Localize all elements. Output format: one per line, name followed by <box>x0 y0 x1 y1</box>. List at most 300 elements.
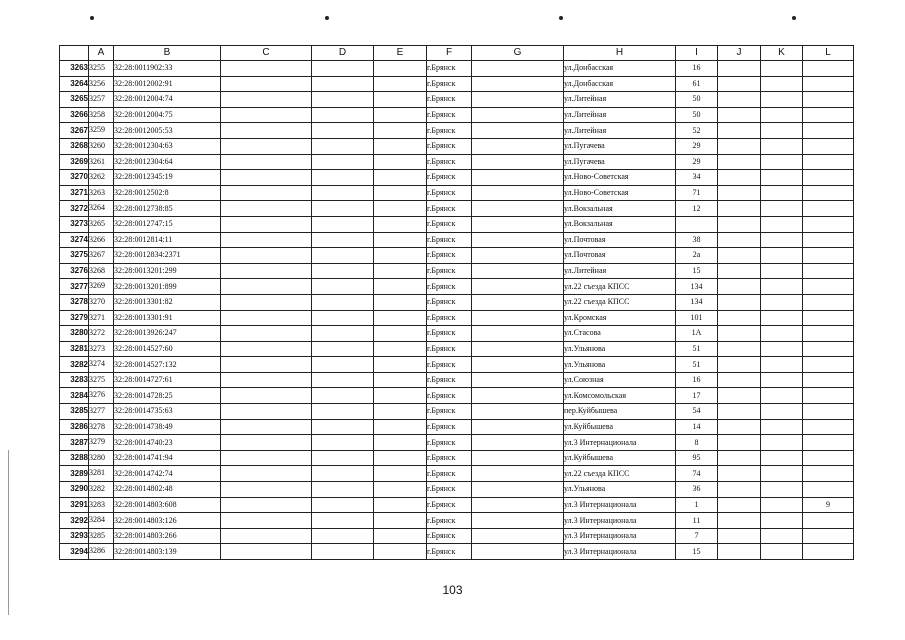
cell-f[interactable]: г.Брянск <box>427 466 472 482</box>
cell-k[interactable] <box>761 92 803 108</box>
cell-l[interactable] <box>803 279 854 295</box>
cell-b[interactable]: 32:28:0012747:15 <box>114 216 221 232</box>
cell-g[interactable] <box>472 216 564 232</box>
cell-b[interactable]: 32:28:0014802:48 <box>114 482 221 498</box>
cell-d[interactable] <box>312 107 374 123</box>
cell-k[interactable] <box>761 419 803 435</box>
cell-i[interactable]: 16 <box>676 372 718 388</box>
cell-l[interactable] <box>803 513 854 529</box>
row-number[interactable]: 3293 <box>60 528 89 544</box>
cell-g[interactable] <box>472 404 564 420</box>
cell-g[interactable] <box>472 435 564 451</box>
row-number[interactable]: 3274 <box>60 232 89 248</box>
cell-c[interactable] <box>221 450 312 466</box>
cell-d[interactable] <box>312 544 374 560</box>
cell-l[interactable] <box>803 61 854 77</box>
cell-i[interactable]: 134 <box>676 279 718 295</box>
cell-a[interactable]: 3270 <box>89 294 114 310</box>
cell-d[interactable] <box>312 232 374 248</box>
cell-f[interactable]: г.Брянск <box>427 372 472 388</box>
cell-l[interactable] <box>803 232 854 248</box>
cell-b[interactable]: 32:28:0013926:247 <box>114 326 221 342</box>
row-number[interactable]: 3282 <box>60 357 89 373</box>
cell-b[interactable]: 32:28:0012304:64 <box>114 154 221 170</box>
cell-k[interactable] <box>761 435 803 451</box>
cell-f[interactable]: г.Брянск <box>427 92 472 108</box>
cell-a[interactable]: 3281 <box>89 466 114 482</box>
cell-i[interactable]: 15 <box>676 544 718 560</box>
cell-h[interactable]: ул.Пугачева <box>564 138 676 154</box>
cell-h[interactable]: ул.Ульянова <box>564 341 676 357</box>
cell-k[interactable] <box>761 482 803 498</box>
cell-f[interactable]: г.Брянск <box>427 326 472 342</box>
column-header-e[interactable]: E <box>374 46 427 61</box>
cell-g[interactable] <box>472 482 564 498</box>
cell-b[interactable]: 32:28:0012004:75 <box>114 107 221 123</box>
row-number[interactable]: 3284 <box>60 388 89 404</box>
cell-d[interactable] <box>312 248 374 264</box>
cell-a[interactable]: 3255 <box>89 61 114 77</box>
row-number[interactable]: 3275 <box>60 248 89 264</box>
cell-e[interactable] <box>374 544 427 560</box>
cell-i[interactable]: 29 <box>676 138 718 154</box>
cell-g[interactable] <box>472 61 564 77</box>
cell-f[interactable]: г.Брянск <box>427 76 472 92</box>
cell-d[interactable] <box>312 138 374 154</box>
row-number[interactable]: 3292 <box>60 513 89 529</box>
cell-h[interactable]: ул.22 съезда КПСС <box>564 279 676 295</box>
cell-f[interactable]: г.Брянск <box>427 435 472 451</box>
cell-l[interactable] <box>803 216 854 232</box>
cell-j[interactable] <box>718 482 761 498</box>
cell-k[interactable] <box>761 232 803 248</box>
cell-l[interactable] <box>803 450 854 466</box>
cell-c[interactable] <box>221 310 312 326</box>
cell-i[interactable]: 61 <box>676 76 718 92</box>
cell-i[interactable]: 36 <box>676 482 718 498</box>
cell-f[interactable]: г.Брянск <box>427 544 472 560</box>
cell-i[interactable]: 1 <box>676 497 718 513</box>
cell-j[interactable] <box>718 528 761 544</box>
cell-j[interactable] <box>718 497 761 513</box>
cell-a[interactable]: 3280 <box>89 450 114 466</box>
cell-a[interactable]: 3277 <box>89 404 114 420</box>
cell-k[interactable] <box>761 138 803 154</box>
cell-a[interactable]: 3269 <box>89 279 114 295</box>
row-number[interactable]: 3269 <box>60 154 89 170</box>
cell-a[interactable]: 3278 <box>89 419 114 435</box>
cell-l[interactable] <box>803 482 854 498</box>
cell-g[interactable] <box>472 123 564 139</box>
cell-j[interactable] <box>718 388 761 404</box>
cell-d[interactable] <box>312 185 374 201</box>
cell-d[interactable] <box>312 404 374 420</box>
cell-k[interactable] <box>761 248 803 264</box>
cell-i[interactable]: 1А <box>676 326 718 342</box>
cell-h[interactable]: ул.3 Интернационала <box>564 497 676 513</box>
cell-k[interactable] <box>761 357 803 373</box>
row-number[interactable]: 3294 <box>60 544 89 560</box>
cell-j[interactable] <box>718 466 761 482</box>
cell-i[interactable]: 95 <box>676 450 718 466</box>
cell-g[interactable] <box>472 388 564 404</box>
cell-b[interactable]: 32:28:0012345:19 <box>114 170 221 186</box>
cell-a[interactable]: 3284 <box>89 513 114 529</box>
cell-e[interactable] <box>374 326 427 342</box>
column-header-c[interactable]: C <box>221 46 312 61</box>
cell-g[interactable] <box>472 528 564 544</box>
cell-h[interactable]: ул.Донбасская <box>564 61 676 77</box>
cell-f[interactable]: г.Брянск <box>427 310 472 326</box>
cell-l[interactable] <box>803 248 854 264</box>
cell-k[interactable] <box>761 466 803 482</box>
cell-k[interactable] <box>761 170 803 186</box>
cell-b[interactable]: 32:28:0014803:266 <box>114 528 221 544</box>
row-number[interactable]: 3281 <box>60 341 89 357</box>
cell-f[interactable]: г.Брянск <box>427 138 472 154</box>
column-header-l[interactable]: L <box>803 46 854 61</box>
cell-j[interactable] <box>718 435 761 451</box>
cell-g[interactable] <box>472 248 564 264</box>
cell-k[interactable] <box>761 216 803 232</box>
cell-a[interactable]: 3266 <box>89 232 114 248</box>
cell-h[interactable]: пер.Куйбышева <box>564 404 676 420</box>
cell-b[interactable]: 32:28:0012004:74 <box>114 92 221 108</box>
row-number[interactable]: 3273 <box>60 216 89 232</box>
cell-i[interactable]: 2а <box>676 248 718 264</box>
cell-f[interactable]: г.Брянск <box>427 107 472 123</box>
cell-g[interactable] <box>472 201 564 217</box>
cell-g[interactable] <box>472 310 564 326</box>
cell-f[interactable]: г.Брянск <box>427 419 472 435</box>
column-header-d[interactable]: D <box>312 46 374 61</box>
column-header-i[interactable]: I <box>676 46 718 61</box>
cell-i[interactable]: 29 <box>676 154 718 170</box>
row-number[interactable]: 3285 <box>60 404 89 420</box>
cell-b[interactable]: 32:28:0013201:899 <box>114 279 221 295</box>
cell-a[interactable]: 3279 <box>89 435 114 451</box>
cell-c[interactable] <box>221 216 312 232</box>
cell-e[interactable] <box>374 435 427 451</box>
cell-l[interactable] <box>803 404 854 420</box>
cell-e[interactable] <box>374 294 427 310</box>
cell-k[interactable] <box>761 513 803 529</box>
cell-b[interactable]: 32:28:0014741:94 <box>114 450 221 466</box>
cell-f[interactable]: г.Брянск <box>427 154 472 170</box>
cell-e[interactable] <box>374 482 427 498</box>
cell-l[interactable] <box>803 154 854 170</box>
cell-g[interactable] <box>472 92 564 108</box>
cell-a[interactable]: 3261 <box>89 154 114 170</box>
cell-c[interactable] <box>221 482 312 498</box>
cell-h[interactable]: ул.Кромская <box>564 310 676 326</box>
cell-c[interactable] <box>221 61 312 77</box>
row-number[interactable]: 3267 <box>60 123 89 139</box>
row-number[interactable]: 3286 <box>60 419 89 435</box>
cell-i[interactable]: 11 <box>676 513 718 529</box>
cell-g[interactable] <box>472 497 564 513</box>
cell-i[interactable]: 7 <box>676 528 718 544</box>
cell-f[interactable]: г.Брянск <box>427 185 472 201</box>
cell-a[interactable]: 3267 <box>89 248 114 264</box>
cell-e[interactable] <box>374 92 427 108</box>
cell-a[interactable]: 3257 <box>89 92 114 108</box>
cell-b[interactable]: 32:28:0014735:63 <box>114 404 221 420</box>
cell-a[interactable]: 3264 <box>89 201 114 217</box>
cell-j[interactable] <box>718 248 761 264</box>
row-number[interactable]: 3277 <box>60 279 89 295</box>
cell-a[interactable]: 3271 <box>89 310 114 326</box>
cell-c[interactable] <box>221 528 312 544</box>
cell-c[interactable] <box>221 92 312 108</box>
cell-d[interactable] <box>312 497 374 513</box>
cell-i[interactable]: 54 <box>676 404 718 420</box>
cell-f[interactable]: г.Брянск <box>427 388 472 404</box>
cell-j[interactable] <box>718 404 761 420</box>
cell-b[interactable]: 32:28:0014803:126 <box>114 513 221 529</box>
cell-f[interactable]: г.Брянск <box>427 357 472 373</box>
cell-h[interactable]: ул.22 съезда КПСС <box>564 466 676 482</box>
cell-c[interactable] <box>221 294 312 310</box>
cell-l[interactable] <box>803 107 854 123</box>
cell-k[interactable] <box>761 76 803 92</box>
cell-h[interactable]: ул.Ульянова <box>564 357 676 373</box>
cell-e[interactable] <box>374 372 427 388</box>
cell-g[interactable] <box>472 450 564 466</box>
cell-g[interactable] <box>472 513 564 529</box>
cell-h[interactable]: ул.3 Интернационала <box>564 513 676 529</box>
cell-a[interactable]: 3260 <box>89 138 114 154</box>
cell-b[interactable]: 32:28:0014738:49 <box>114 419 221 435</box>
cell-a[interactable]: 3285 <box>89 528 114 544</box>
cell-c[interactable] <box>221 263 312 279</box>
cell-l[interactable] <box>803 357 854 373</box>
cell-l[interactable] <box>803 544 854 560</box>
cell-a[interactable]: 3259 <box>89 123 114 139</box>
cell-j[interactable] <box>718 279 761 295</box>
cell-c[interactable] <box>221 404 312 420</box>
cell-b[interactable]: 32:28:0012304:63 <box>114 138 221 154</box>
cell-a[interactable]: 3273 <box>89 341 114 357</box>
cell-a[interactable]: 3286 <box>89 544 114 560</box>
cell-f[interactable]: г.Брянск <box>427 263 472 279</box>
cell-j[interactable] <box>718 310 761 326</box>
cell-f[interactable]: г.Брянск <box>427 497 472 513</box>
cell-k[interactable] <box>761 185 803 201</box>
cell-h[interactable]: ул.Ульянова <box>564 482 676 498</box>
cell-e[interactable] <box>374 61 427 77</box>
cell-f[interactable]: г.Брянск <box>427 61 472 77</box>
cell-k[interactable] <box>761 404 803 420</box>
cell-c[interactable] <box>221 248 312 264</box>
cell-a[interactable]: 3263 <box>89 185 114 201</box>
cell-l[interactable] <box>803 201 854 217</box>
cell-l[interactable]: 9 <box>803 497 854 513</box>
cell-g[interactable] <box>472 341 564 357</box>
cell-j[interactable] <box>718 513 761 529</box>
cell-b[interactable]: 32:28:0012002:91 <box>114 76 221 92</box>
cell-h[interactable]: ул.Вокзальная <box>564 201 676 217</box>
cell-d[interactable] <box>312 419 374 435</box>
cell-j[interactable] <box>718 419 761 435</box>
cell-l[interactable] <box>803 326 854 342</box>
cell-l[interactable] <box>803 138 854 154</box>
cell-k[interactable] <box>761 528 803 544</box>
cell-d[interactable] <box>312 92 374 108</box>
cell-d[interactable] <box>312 435 374 451</box>
cell-h[interactable]: ул.Союзная <box>564 372 676 388</box>
cell-i[interactable]: 51 <box>676 341 718 357</box>
cell-l[interactable] <box>803 76 854 92</box>
cell-b[interactable]: 32:28:0014527:132 <box>114 357 221 373</box>
row-number[interactable]: 3287 <box>60 435 89 451</box>
cell-g[interactable] <box>472 372 564 388</box>
cell-h[interactable]: ул.3 Интернационала <box>564 544 676 560</box>
row-number[interactable]: 3271 <box>60 185 89 201</box>
cell-f[interactable]: г.Брянск <box>427 404 472 420</box>
cell-e[interactable] <box>374 201 427 217</box>
row-number[interactable]: 3270 <box>60 170 89 186</box>
cell-e[interactable] <box>374 341 427 357</box>
cell-c[interactable] <box>221 497 312 513</box>
row-number[interactable]: 3279 <box>60 310 89 326</box>
cell-d[interactable] <box>312 61 374 77</box>
cell-l[interactable] <box>803 372 854 388</box>
cell-i[interactable]: 74 <box>676 466 718 482</box>
cell-j[interactable] <box>718 123 761 139</box>
cell-d[interactable] <box>312 466 374 482</box>
cell-e[interactable] <box>374 138 427 154</box>
cell-c[interactable] <box>221 513 312 529</box>
cell-g[interactable] <box>472 107 564 123</box>
cell-h[interactable]: ул.Литейная <box>564 92 676 108</box>
cell-l[interactable] <box>803 263 854 279</box>
cell-e[interactable] <box>374 279 427 295</box>
column-header-k[interactable]: K <box>761 46 803 61</box>
cell-f[interactable]: г.Брянск <box>427 528 472 544</box>
cell-e[interactable] <box>374 388 427 404</box>
cell-e[interactable] <box>374 76 427 92</box>
cell-h[interactable]: ул.3 Интернационала <box>564 528 676 544</box>
cell-g[interactable] <box>472 263 564 279</box>
cell-b[interactable]: 32:28:0014803:608 <box>114 497 221 513</box>
cell-j[interactable] <box>718 61 761 77</box>
row-number[interactable]: 3268 <box>60 138 89 154</box>
cell-h[interactable]: ул.Донбасская <box>564 76 676 92</box>
cell-l[interactable] <box>803 123 854 139</box>
cell-e[interactable] <box>374 310 427 326</box>
cell-l[interactable] <box>803 341 854 357</box>
cell-b[interactable]: 32:28:0012738:85 <box>114 201 221 217</box>
cell-e[interactable] <box>374 248 427 264</box>
cell-f[interactable]: г.Брянск <box>427 482 472 498</box>
cell-d[interactable] <box>312 513 374 529</box>
cell-b[interactable]: 32:28:0013301:91 <box>114 310 221 326</box>
cell-k[interactable] <box>761 497 803 513</box>
cell-g[interactable] <box>472 419 564 435</box>
cell-j[interactable] <box>718 92 761 108</box>
cell-i[interactable]: 51 <box>676 357 718 373</box>
cell-k[interactable] <box>761 294 803 310</box>
cell-k[interactable] <box>761 279 803 295</box>
row-number[interactable]: 3263 <box>60 61 89 77</box>
cell-k[interactable] <box>761 154 803 170</box>
cell-k[interactable] <box>761 201 803 217</box>
cell-j[interactable] <box>718 76 761 92</box>
cell-d[interactable] <box>312 123 374 139</box>
cell-c[interactable] <box>221 357 312 373</box>
cell-i[interactable]: 12 <box>676 201 718 217</box>
cell-b[interactable]: 32:28:0014803:139 <box>114 544 221 560</box>
cell-h[interactable]: ул.Ново-Советская <box>564 170 676 186</box>
cell-e[interactable] <box>374 419 427 435</box>
cell-e[interactable] <box>374 232 427 248</box>
cell-k[interactable] <box>761 341 803 357</box>
cell-f[interactable]: г.Брянск <box>427 279 472 295</box>
cell-c[interactable] <box>221 388 312 404</box>
cell-f[interactable]: г.Брянск <box>427 513 472 529</box>
row-number[interactable]: 3276 <box>60 263 89 279</box>
cell-i[interactable]: 34 <box>676 170 718 186</box>
cell-a[interactable]: 3276 <box>89 388 114 404</box>
cell-i[interactable]: 71 <box>676 185 718 201</box>
cell-c[interactable] <box>221 107 312 123</box>
cell-c[interactable] <box>221 326 312 342</box>
cell-d[interactable] <box>312 372 374 388</box>
cell-e[interactable] <box>374 404 427 420</box>
cell-a[interactable]: 3262 <box>89 170 114 186</box>
cell-g[interactable] <box>472 170 564 186</box>
cell-e[interactable] <box>374 528 427 544</box>
cell-d[interactable] <box>312 310 374 326</box>
cell-h[interactable]: ул.Куйбышева <box>564 419 676 435</box>
cell-e[interactable] <box>374 263 427 279</box>
cell-d[interactable] <box>312 154 374 170</box>
cell-d[interactable] <box>312 326 374 342</box>
cell-f[interactable]: г.Брянск <box>427 248 472 264</box>
cell-g[interactable] <box>472 544 564 560</box>
cell-l[interactable] <box>803 528 854 544</box>
cell-e[interactable] <box>374 170 427 186</box>
cell-l[interactable] <box>803 310 854 326</box>
cell-l[interactable] <box>803 466 854 482</box>
cell-g[interactable] <box>472 294 564 310</box>
cell-l[interactable] <box>803 388 854 404</box>
cell-b[interactable]: 32:28:0014727:61 <box>114 372 221 388</box>
cell-d[interactable] <box>312 388 374 404</box>
cell-l[interactable] <box>803 419 854 435</box>
cell-c[interactable] <box>221 419 312 435</box>
cell-f[interactable]: г.Брянск <box>427 450 472 466</box>
cell-j[interactable] <box>718 154 761 170</box>
cell-g[interactable] <box>472 138 564 154</box>
cell-i[interactable]: 16 <box>676 61 718 77</box>
cell-h[interactable]: ул.Пугачева <box>564 154 676 170</box>
cell-k[interactable] <box>761 123 803 139</box>
cell-d[interactable] <box>312 482 374 498</box>
cell-k[interactable] <box>761 310 803 326</box>
cell-i[interactable]: 15 <box>676 263 718 279</box>
cell-g[interactable] <box>472 185 564 201</box>
cell-e[interactable] <box>374 450 427 466</box>
cell-c[interactable] <box>221 279 312 295</box>
cell-j[interactable] <box>718 544 761 560</box>
cell-c[interactable] <box>221 138 312 154</box>
cell-h[interactable]: ул.Ново-Советская <box>564 185 676 201</box>
cell-h[interactable]: ул.Стасова <box>564 326 676 342</box>
cell-i[interactable]: 50 <box>676 92 718 108</box>
cell-c[interactable] <box>221 154 312 170</box>
